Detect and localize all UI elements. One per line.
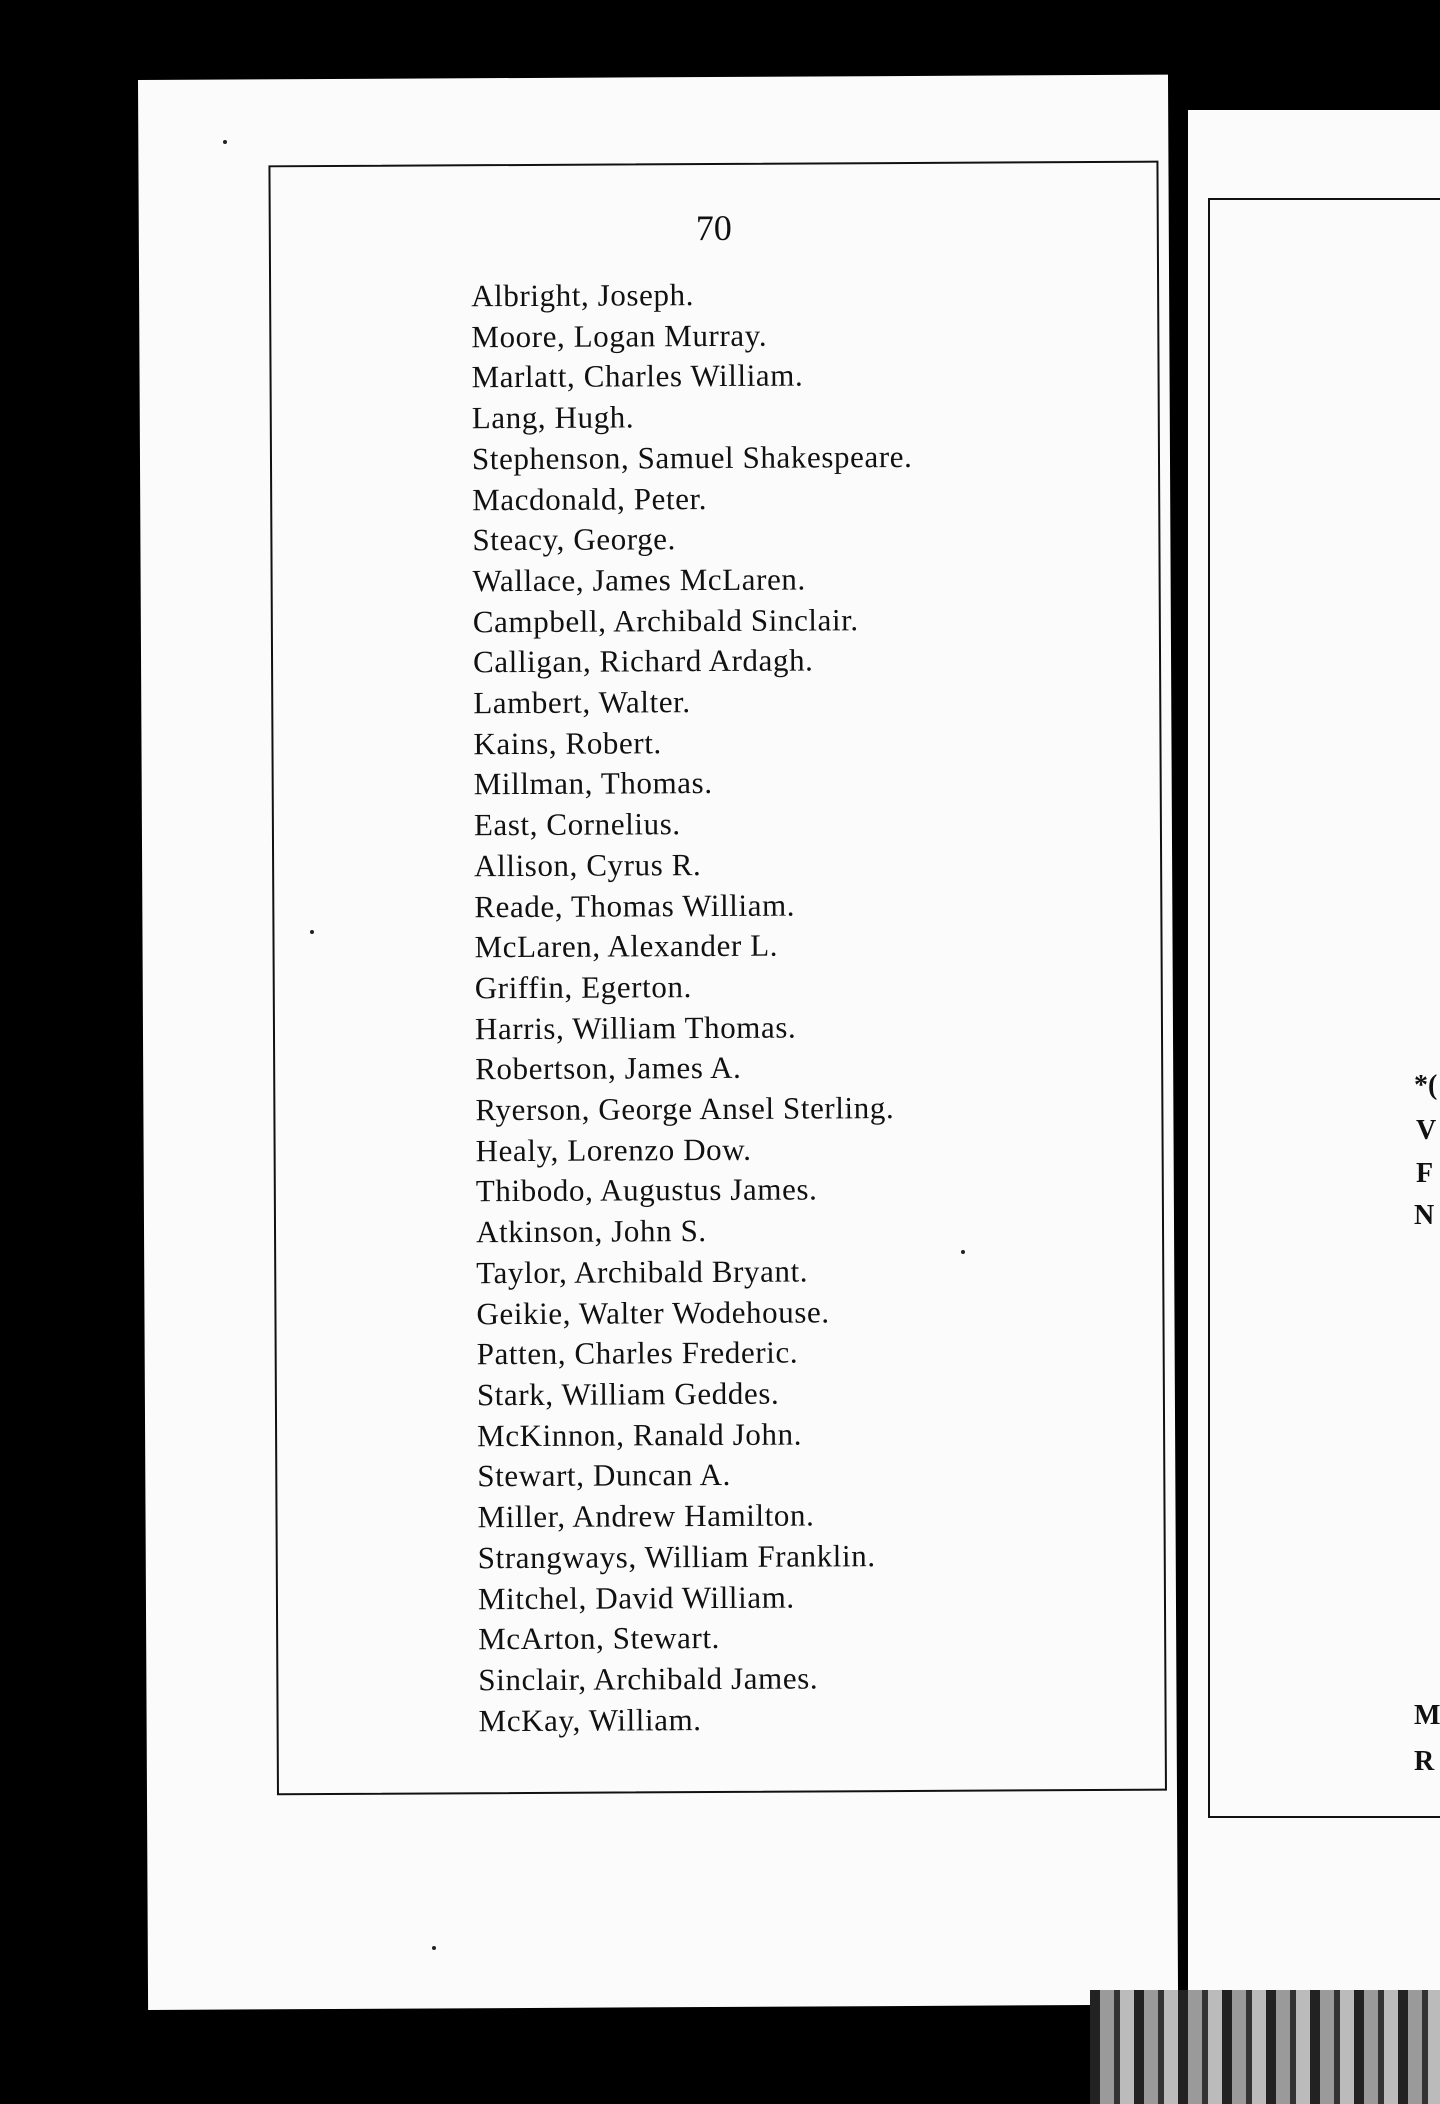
name-entry: Miller, Andrew Hamilton. [477, 1497, 815, 1535]
name-entry: Harris, William Thomas. [474, 1009, 797, 1046]
name-entry: Steacy, George. [472, 521, 677, 558]
name-entry: Thibodo, Augustus James. [475, 1171, 818, 1209]
name-entry: McKay, William. [478, 1701, 702, 1738]
name-entry: Patten, Charles Frederic. [476, 1334, 799, 1372]
facing-page-fragment: N [1414, 1200, 1435, 1231]
name-entry: Kains, Robert. [473, 725, 662, 761]
name-entry: Griffin, Egerton. [474, 969, 692, 1006]
name-entry: Marlatt, Charles William. [471, 357, 804, 395]
left-page [138, 75, 1178, 2010]
page-edges [1090, 1990, 1440, 2104]
facing-page-fragment: *( [1414, 1070, 1438, 1101]
facing-page-fragment: R [1414, 1746, 1435, 1777]
facing-page-fragment: F [1416, 1158, 1434, 1189]
name-entry: Stewart, Duncan A. [477, 1457, 731, 1494]
name-entry: Taylor, Archibald Bryant. [476, 1253, 809, 1291]
name-entry: McArton, Stewart. [478, 1620, 721, 1657]
facing-page [1188, 110, 1440, 1990]
name-entry: McKinnon, Ranald John. [477, 1416, 803, 1453]
name-entry: Mitchel, David William. [477, 1579, 795, 1616]
name-entry: Stark, William Geddes. [476, 1375, 780, 1413]
facing-page-fragment: M [1414, 1700, 1440, 1731]
name-entry: McLaren, Alexander L. [474, 927, 779, 965]
name-entry: Ryerson, George Ansel Sterling. [475, 1090, 895, 1128]
name-entry: Atkinson, John S. [475, 1213, 707, 1250]
scan-speck [432, 1946, 436, 1950]
name-entry: Healy, Lorenzo Dow. [475, 1131, 752, 1169]
name-entry: Moore, Logan Murray. [471, 317, 768, 354]
name-entry: Calligan, Richard Ardagh. [472, 642, 814, 680]
name-entry: Sinclair, Archibald James. [478, 1660, 819, 1698]
name-entry: East, Cornelius. [473, 806, 681, 843]
page-number: 70 [695, 207, 732, 249]
scan-speck [223, 140, 227, 144]
name-entry: Lang, Hugh. [471, 399, 635, 436]
name-entry: Albright, Joseph. [471, 277, 695, 314]
facing-page-border-frame [1208, 198, 1440, 1818]
name-entry: Lambert, Walter. [473, 684, 691, 721]
name-entry: Macdonald, Peter. [472, 480, 708, 517]
name-entry: Reade, Thomas William. [474, 887, 796, 924]
scan-speck [310, 930, 314, 934]
name-entry: Allison, Cyrus R. [474, 846, 702, 884]
name-entry: Geikie, Walter Wodehouse. [476, 1293, 830, 1331]
name-entry: Wallace, James McLaren. [472, 561, 806, 599]
name-list [471, 274, 919, 1742]
page-border-frame [268, 161, 1167, 1796]
facing-page-fragment: V [1416, 1115, 1437, 1146]
name-entry: Stephenson, Samuel Shakespeare. [471, 438, 913, 477]
name-entry: Robertson, James A. [475, 1050, 742, 1087]
name-entry: Strangways, William Franklin. [477, 1537, 876, 1576]
scan-speck [961, 1250, 965, 1254]
name-entry: Campbell, Archibald Sinclair. [472, 601, 859, 639]
name-entry: Millman, Thomas. [473, 765, 713, 802]
